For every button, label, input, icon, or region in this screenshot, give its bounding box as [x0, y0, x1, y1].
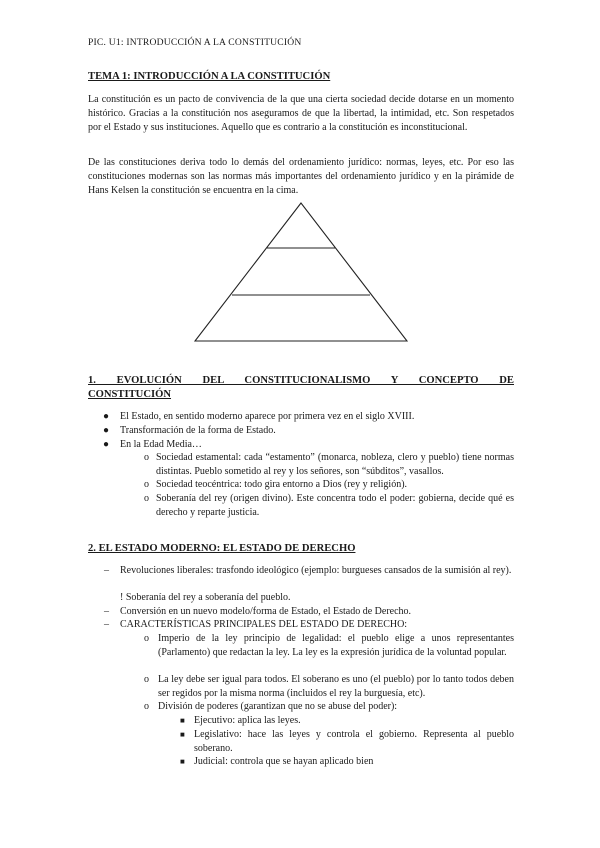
bullet-icon: ● — [103, 411, 110, 422]
sub-list-item: La ley debe ser igual para todos. El soberano es uno (el pueblo) por lo tanto todos deben ser regidos por la misma norma (incluidos el rey la burguesía, etc). — [158, 674, 514, 699]
circle-bullet-icon: o — [144, 493, 149, 504]
circle-bullet-icon: o — [144, 479, 149, 490]
square-bullet-icon: ■ — [180, 757, 185, 766]
dash-bullet-icon: – — [104, 606, 109, 617]
list-item: CARACTERÍSTICAS PRINCIPALES DEL ESTADO DE DERECHO: — [120, 619, 408, 630]
sub-list-item: Soberanía del rey (origen divino). Este concentra todo el poder: gobierna, decide qué es derecho y reparte justicia. — [156, 493, 514, 518]
running-header: PIC. U1: INTRODUCCIÓN A LA CONSTITUCIÓN — [88, 37, 302, 48]
list-item: Conversión en un nuevo modelo/forma de Estado, el Estado de Derecho. — [120, 606, 412, 617]
page-title: TEMA 1: INTRODUCCIÓN A LA CONSTITUCIÓN — [88, 71, 331, 82]
pyramid-outline — [195, 203, 407, 341]
section-2-heading: 2. EL ESTADO MODERNO: EL ESTADO DE DERECHO — [88, 543, 356, 554]
sub-list-item: Sociedad teocéntrica: todo gira entorno a Dios (rey y religión). — [156, 479, 408, 490]
intro-paragraph-1: La constitución es un pacto de convivencia de la que una cierta sociedad decide dotarse en un momento histórico. Gracias a la constitución nos aseguramos de que la libertad, la intimidad, etc. Son respetados por el Estado y sus instituciones. Aquello que es contrario a la constitución es inconstitucional. — [88, 94, 514, 133]
circle-bullet-icon: o — [144, 674, 149, 685]
section-1-heading-line-2: CONSTITUCIÓN — [88, 389, 172, 400]
sub-list-item: Imperio de la ley principio de legalidad: el pueblo elige a unos representantes (Parlamento) que redactan la ley. La ley es la expresión jurídica de la voluntad popular. — [158, 633, 514, 658]
square-bullet-icon: ■ — [180, 730, 185, 739]
list-item: El Estado, en sentido moderno aparece por primera vez en el siglo XVIII. — [120, 411, 415, 422]
sub-list-item: Sociedad estamental: cada “estamento” (monarca, nobleza, clero y pueblo) tiene normas distintas. Pueblo sometido al rey y los señores, son “súbditos”, vasallos. — [156, 452, 514, 477]
note-line: ! Soberanía del rey a soberanía del pueblo. — [120, 592, 291, 603]
section-1-heading-line-1: 1. EVOLUCIÓN DEL CONSTITUCIONALISMO Y CONCEPTO DE — [88, 375, 514, 386]
square-bullet-icon: ■ — [180, 716, 185, 725]
power-item: Legislativo: hace las leyes y controla el gobierno. Representa al pueblo soberano. — [194, 729, 514, 754]
kelsen-pyramid-diagram — [194, 202, 408, 342]
list-item: En la Edad Media… — [120, 439, 202, 450]
bullet-icon: ● — [103, 425, 110, 436]
list-item: Revoluciones liberales: trasfondo ideológico (ejemplo: burgueses cansados de la sumisión al rey). — [120, 565, 512, 576]
list-item: Transformación de la forma de Estado. — [120, 425, 276, 436]
power-item: Judicial: controla que se hayan aplicado bien — [194, 756, 374, 767]
circle-bullet-icon: o — [144, 633, 149, 644]
bullet-icon: ● — [103, 439, 110, 450]
circle-bullet-icon: o — [144, 701, 149, 712]
power-item: Ejecutivo: aplica las leyes. — [194, 715, 301, 726]
sub-list-item: División de poderes (garantizan que no se abuse del poder): — [158, 701, 398, 712]
dash-bullet-icon: – — [104, 619, 109, 630]
intro-paragraph-2: De las constituciones deriva todo lo demás del ordenamiento jurídico: normas, leyes, etc. Por eso las constituciones modernas son las normas más importantes del ordenamiento jurídico y en la pirámide de Hans Kelsen la constitución se encuentra en la cima. — [88, 157, 514, 196]
circle-bullet-icon: o — [144, 452, 149, 463]
dash-bullet-icon: – — [104, 565, 109, 576]
